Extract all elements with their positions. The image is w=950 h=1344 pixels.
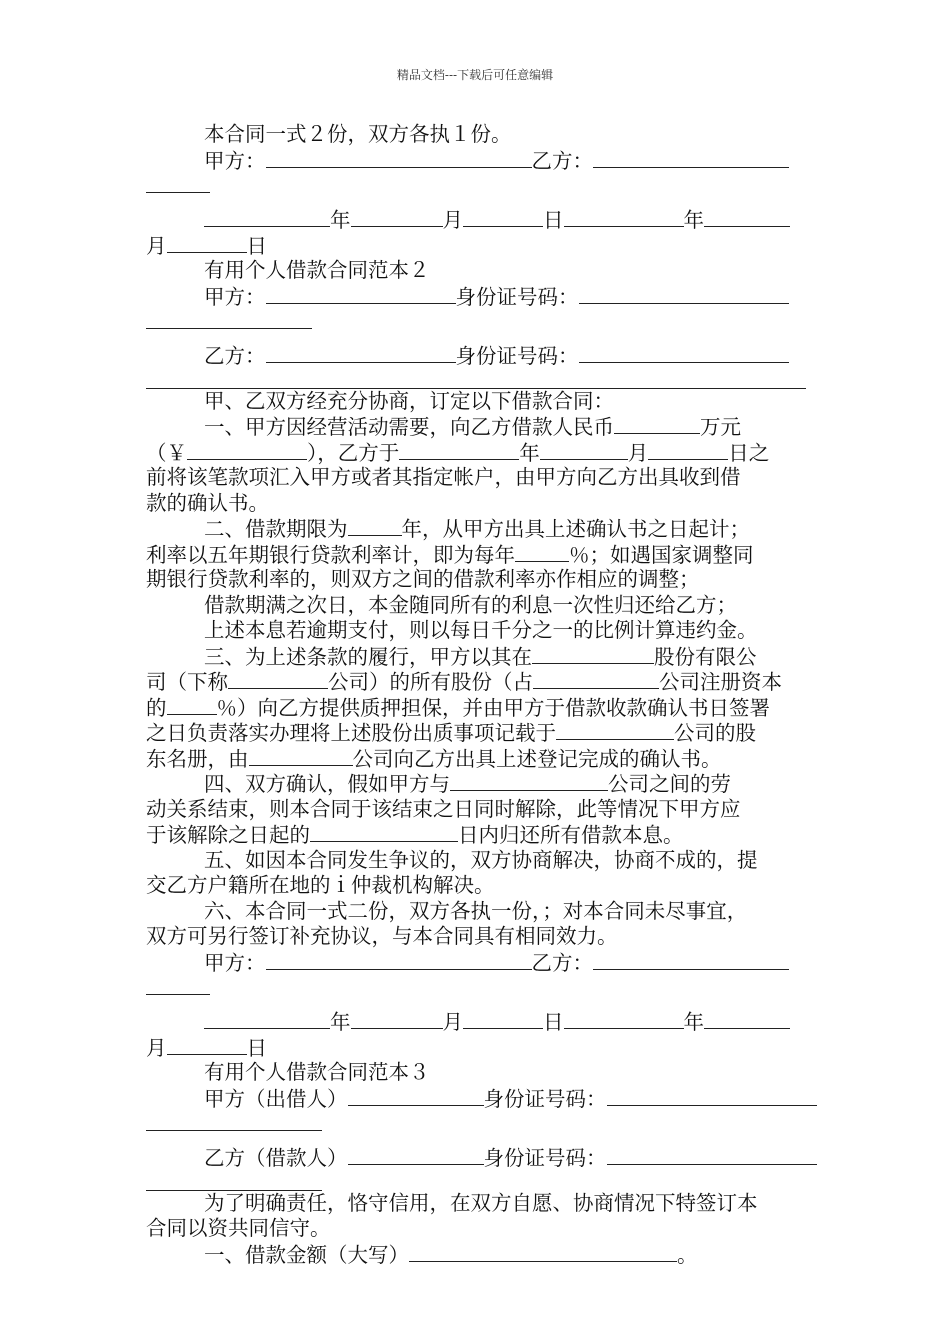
borrower-line: 乙方（借款人） 身份证号码： — [146, 1145, 806, 1171]
blank — [146, 173, 210, 193]
lender-line: 甲方（出借人） 身份证号码： — [146, 1086, 806, 1112]
text-line: 一、甲方因经营活动需要，向乙方借款人民币 万元 — [204, 415, 741, 439]
blank — [266, 148, 532, 168]
blank — [310, 822, 458, 842]
text-line: 之日负责落实办理将上述股份出质事项记载于 公司的股 — [146, 721, 756, 745]
blank — [351, 207, 443, 227]
document-body — [146, 122, 806, 1267]
blank — [167, 1035, 247, 1055]
date-line: 年 月 日 年 — [146, 207, 806, 233]
party-a-line: 甲方： 身份证号码： — [146, 284, 806, 310]
text-line: 一、借款金额（大写） 。 — [204, 1242, 698, 1267]
blank — [146, 975, 210, 995]
text-line: 东名册，由 公司向乙方出具上述登记完成的确认书。 — [146, 746, 722, 771]
blank — [204, 207, 330, 227]
blank — [228, 669, 328, 689]
text-line: 的 ％）向乙方提供质押担保，并由甲方于借款收款确认书日签署 — [146, 695, 770, 720]
blank — [146, 1111, 322, 1131]
text-line: 于该解除之日起的 日内归还所有借款本息。 — [146, 823, 684, 847]
text-line: 二、借款期限为 年，从甲方出具上述确认书之日起计； — [204, 517, 750, 541]
signature-line: 甲方： 乙方： — [146, 148, 806, 174]
blank — [146, 369, 806, 389]
text-line: 款的确认书。 — [146, 490, 269, 515]
text-line: 三、为上述条款的履行，甲方以其在 股份有限公 — [204, 644, 757, 669]
blank — [579, 284, 789, 304]
text-line: 四、双方确认，假如甲方与 公司之间的劳 — [204, 772, 731, 796]
text-line: 为了明确责任，恪守信用，在双方自愿、协商情况下特签订本 — [204, 1190, 758, 1215]
text-line: 合同以资共同信守。 — [146, 1216, 331, 1240]
blank — [399, 440, 519, 460]
blank — [348, 516, 402, 536]
blank — [146, 309, 312, 329]
blank — [532, 644, 654, 664]
blank — [167, 695, 217, 715]
blank — [614, 414, 700, 434]
blank — [593, 148, 789, 168]
date-line: 年 月 日 年 — [146, 1009, 806, 1035]
blank — [266, 343, 456, 363]
blank — [704, 207, 790, 227]
text-line: 五、如因本合同发生争议的，双方协商解决，协商不成的，提 — [204, 847, 758, 872]
blank — [167, 233, 247, 253]
text-line: 动关系结束，则本合同于该结束之日同时解除，此等情况下甲方应 — [146, 796, 741, 821]
page-header: 精品文档---下载后可任意编辑 — [396, 68, 554, 82]
text-line: 交乙方户籍所在地的ｉ仲裁机构解决。 — [146, 873, 495, 897]
blank — [556, 720, 674, 740]
text-line: 本合同一式２份，双方各执１份。 — [204, 122, 512, 146]
blank — [249, 746, 353, 766]
text-line: 借款期满之次日，本金随同所有的利息一次性归还给乙方； — [204, 592, 737, 617]
blank — [579, 343, 789, 363]
blank — [266, 284, 456, 304]
blank — [146, 1171, 322, 1191]
blank — [187, 440, 307, 460]
text-line: 双方可另行签订补充协议，与本合同具有相同效力。 — [146, 924, 618, 948]
date-line: 月 日 — [146, 1035, 267, 1060]
blank — [515, 542, 569, 562]
blank — [533, 669, 659, 689]
blank — [564, 207, 684, 227]
blank — [409, 1242, 677, 1262]
blank — [348, 1086, 484, 1106]
section-title: 有用个人借款合同范本２ — [204, 258, 430, 282]
blank — [266, 950, 532, 970]
blank — [607, 1145, 817, 1165]
blank — [704, 1009, 790, 1029]
section-title: 有用个人借款合同范本３ — [204, 1060, 430, 1084]
blank — [463, 207, 543, 227]
text-line: 利率以五年期银行贷款利率计，即为每年 ％；如遇国家调整同 — [146, 542, 754, 567]
text-line: 六、本合同一式二份，双方各执一份，；对本合同未尽事宜， — [204, 898, 748, 923]
text-line: 司（下称 公司）的所有股份（占 公司注册资本 — [146, 670, 782, 694]
text-line: 甲、乙双方经充分协商，订定以下借款合同： — [204, 388, 614, 413]
party-b-line: 乙方： 身份证号码： — [146, 343, 806, 369]
blank — [607, 1086, 817, 1106]
blank — [463, 1009, 543, 1029]
date-line: 月 日 — [146, 233, 267, 258]
blank — [450, 771, 608, 791]
blank — [204, 1009, 330, 1029]
text-line: 期银行贷款利率的，则双方之间的借款利率亦作相应的调整； — [146, 567, 700, 591]
blank — [593, 950, 789, 970]
blank — [648, 440, 728, 460]
blank — [348, 1145, 484, 1165]
signature-line: 甲方： 乙方： — [146, 950, 806, 976]
text-line: 前将该笔款项汇入甲方或者其指定帐户，由甲方向乙方出具收到借 — [146, 465, 741, 489]
blank — [540, 440, 628, 460]
text-line: 上述本息若逾期支付，则以每日千分之一的比例计算违约金。 — [204, 618, 758, 642]
blank — [564, 1009, 684, 1029]
blank — [351, 1009, 443, 1029]
text-line: （￥ ），乙方于 年 月 日之 — [146, 440, 770, 465]
